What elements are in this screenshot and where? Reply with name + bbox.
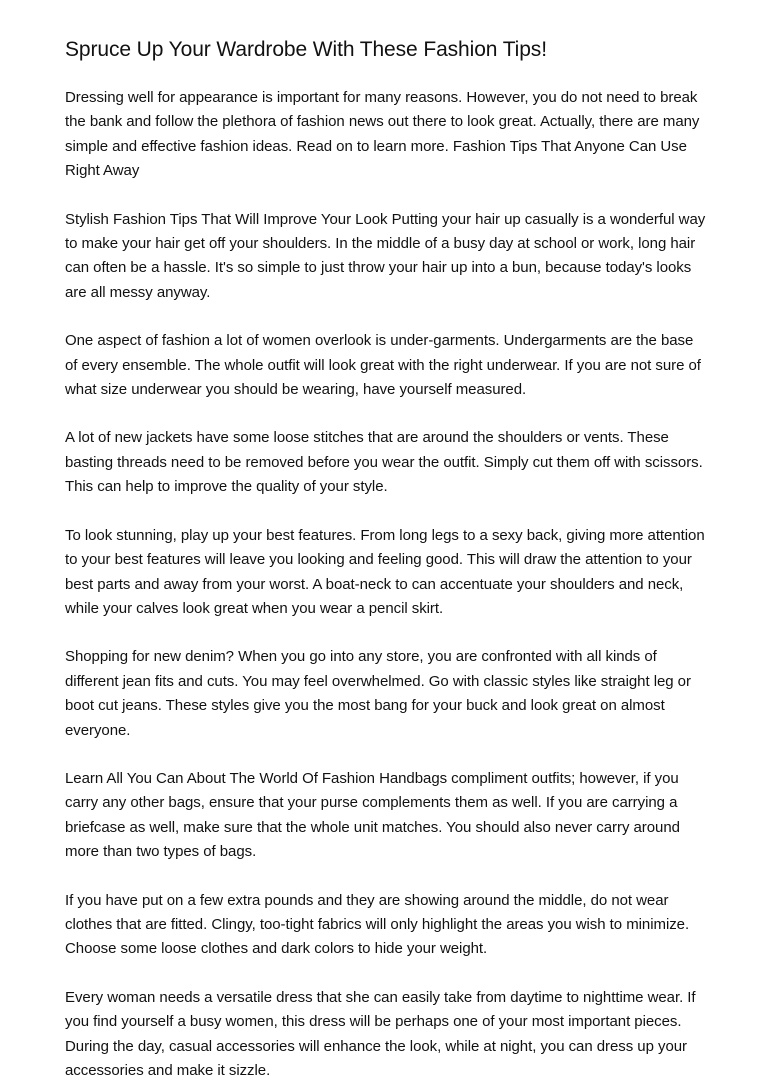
paragraph-jacket-stitches: A lot of new jackets have some loose stitches that are around the shoulders or vents. These basting threads need to be removed before you wear the outfit. Simply cut them off with scissors. This can help to improve the quality of your style. xyxy=(65,429,703,496)
paragraph-undergarments: One aspect of fashion a lot of women overlook is under-garments. Undergarments are the base of every ensemble. The whole outfit will look great with the right underwear. If you are not sure of what size underwear you should be wearing, have yourself measured. xyxy=(65,332,701,399)
paragraph-handbags: Learn All You Can About The World Of Fashion Handbags compliment outfits; however, if you carry any other bags, ensure that your purse complements them as well. If you are carrying a briefcase as well, make sure that the whole unit matches. You should also never carry around more than two types of bags. xyxy=(65,769,680,861)
document-body xyxy=(65,86,708,1083)
document-title: Spruce Up Your Wardrobe With These Fashion Tips! xyxy=(65,38,547,61)
paragraph-best-features: To look stunning, play up your best features. From long legs to a sexy back, giving more attention to your best features will leave you looking and feeling good. This will draw the attention to your best parts and away from your worst. A boat-neck to can accentuate your shoulders and neck, while your calves look great when you wear a pencil skirt. xyxy=(65,526,705,617)
paragraph-hair-tips: Stylish Fashion Tips That Will Improve Your Look Putting your hair up casually is a wonderful way to make your hair get off your shoulders. In the middle of a busy day at school or work, long hair can often be a hassle. It's so simple to just throw your hair up into a bun, because today's looks are all messy anyway. xyxy=(65,210,706,301)
paragraph-denim: Shopping for new denim? When you go into any store, you are confronted with all kinds of different jean fits and cuts. You may feel overwhelmed. Go with classic styles like straight leg or boot cut jeans. These styles give you the most bang for your buck and look great on almost everyone. xyxy=(65,648,691,739)
paragraph-intro: Dressing well for appearance is important for many reasons. However, you do not need to break the bank and follow the plethora of fashion news out there to look great. Actually, there are many simple and effective fashion ideas. Read on to learn more. Fashion Tips That Anyone Can Use Right Away xyxy=(65,89,700,180)
paragraph-extra-pounds: If you have put on a few extra pounds and they are showing around the middle, do not wear clothes that are fitted. Clingy, too-tight fabrics will only highlight the areas you wish to minimize. Choose some loose clothes and dark colors to hide your weight. xyxy=(65,891,690,958)
paragraph-versatile-dress: Every woman needs a versatile dress that she can easily take from daytime to nighttime wear. If you find yourself a busy women, this dress will be perhaps one of your most important pieces. During the day, casual accessories will enhance the look, while at night, you can dress up your accessories and make it sizzle. xyxy=(65,988,696,1079)
